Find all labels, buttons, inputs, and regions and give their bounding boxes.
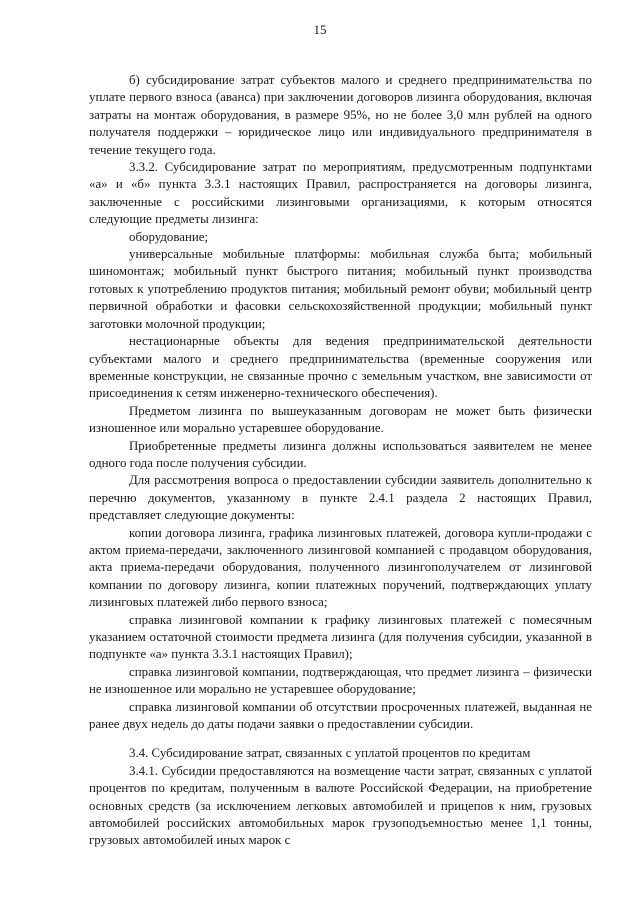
section-heading-3-4: 3.4. Субсидирование затрат, связанных с уплатой процентов по кредитам <box>129 746 531 761</box>
paragraph-3-3-2: 3.3.2. Субсидирование затрат по мероприятиям, предусмотренным подпунктами «а» и «б» пункта 3.3.1 настоящих Правил, распространяется на договоры лизинга, заключенные с российскими лизинговыми организациями, к которым относятся следующие предметы лизинга: <box>89 160 592 227</box>
paragraph-equipment: оборудование; <box>129 229 209 244</box>
paragraph-mobile-platforms: универсальные мобильные платформы: мобильная служба быта; мобильный шиномонтаж; мобильный пункт быстрого питания; мобильный пункт производства готовых к употреблению продуктов питания; мобильный ремонт обуви; мобильный центр первичной обработки и фасовки сельскохозяйственной продукции; мобильный пункт заготовки молочной продукции; <box>89 247 592 331</box>
paragraph-usage-period: Приобретенные предметы лизинга должны использоваться заявителем не менее одного года после получения субсидии. <box>89 438 592 470</box>
paragraph-3-4-1: 3.4.1. Субсидии предоставляются на возмещение части затрат, связанных с уплатой процентов по кредитам, полученным в валюте Российской Федерации, на приобретение основных средств (за исключением легковых автомобилей и прицепов к ним, грузовых автомобилей российских автомобильных марок грузоподъемностью менее 1,1 тонны, грузовых автомобилей иных марок с <box>89 763 592 848</box>
paragraph-schedule-certificate: справка лизинговой компании к графику лизинговых платежей с помесячным указанием остаточной стоимости предмета лизинга (для получения субсидии, указанной в подпункте «а» пункта 3.3.1 настоящих Правил); <box>89 612 592 662</box>
paragraph-subsidy-b: б) субсидирование затрат субъектов малого и среднего предпринимательства по уплате первого взноса (аванса) при заключении договоров лизинга оборудования, включая затраты на монтаж оборудования, в размере 95%, но не более 3,0 млн рублей на одного получателя поддержки – юридическое лицо или индивидуального предпринимателя в течение текущего года. <box>89 73 592 157</box>
paragraph-lease-subject: Предметом лизинга по вышеуказанным договорам не может быть физически изношенное или морально устаревшее оборудование. <box>89 403 592 436</box>
section-gap <box>89 733 592 745</box>
document-body <box>89 72 592 850</box>
paragraph-no-overdue-certificate: справка лизинговой компании об отсутствии просроченных платежей, выданная не ранее двух недель до даты подачи заявки о предоставлении субсидии. <box>89 699 592 732</box>
paragraph-condition-certificate: справка лизинговой компании, подтверждающая, что предмет лизинга – физически не изношенное или морально не устаревшее оборудование; <box>89 664 592 697</box>
page-number: 15 <box>313 22 327 37</box>
paragraph-nonstationary-objects: нестационарные объекты для ведения предпринимательской деятельности субъектами малого и среднего предпринимательства (временные сооружения или временные конструкции, не связанные прочно с земельным участком, вне зависимости от присоединения к сетям инженерно-технического обеспечения). <box>89 334 592 401</box>
paragraph-document-copies: копии договора лизинга, графика лизинговых платежей, договора купли-продажи с актом приема-передачи, заключенного лизинговой компанией с продавцом оборудования, акта приема-передачи оборудования, полученного лизингополучателем от лизинговой компании по договору лизинга, копии платежных поручений, подтверждающих уплату лизинговых платежей либо первого взноса; <box>89 525 592 610</box>
paragraph-documents-intro: Для рассмотрения вопроса о предоставлении субсидии заявитель дополнительно к перечню документов, указанному в пункте 2.4.1 раздела 2 настоящих Правил, представляет следующие документы: <box>89 473 592 523</box>
